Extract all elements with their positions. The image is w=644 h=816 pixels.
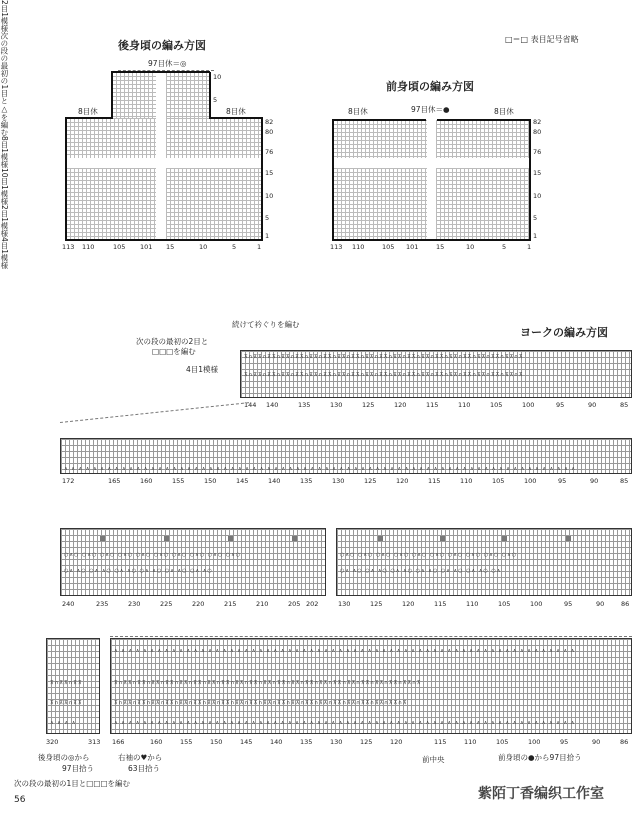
back-upper-left-grid	[66, 118, 156, 158]
yoke-row1-num: 100	[522, 401, 535, 409]
yoke-row2-num: 110	[460, 477, 473, 485]
yoke-band-4-symbols: ∧ ∧ ∧ ∧	[50, 720, 77, 726]
front-col-num: 15	[436, 243, 445, 251]
yoke-row3-num: 230	[128, 600, 141, 608]
yoke-band-4-symbols: ∧ ∧ ∧ ∧ ∧ ∧ ∧ ∧ ∧ ∧ ∧ ∧ ∧ ∧ ∧ ∧ ∧ ∧ ∧ ∧ ∧ ∧ ∧ ∧ ∧ ∧ ∧ ∧ ∧ ∧ ∧ ∧ ∧ ∧ ∧ ∧ ∧ ∧ ∧ ∧ ∧ ∧ ∧ ∧ ∧ ∧ ∧ ∧ ∧ ∧ ∧ ∧ ∧ ∧ ∧ ∧ ∧ ∧ ∧ ∧ ∧ ∧ ∧ ∧	[114, 648, 576, 654]
back-row-num: 5	[265, 214, 270, 222]
yoke-band-4-step-line	[110, 636, 632, 637]
back-row-num: 10	[265, 192, 274, 200]
back-row-num: 15	[265, 169, 274, 177]
yoke-row2-num: 90	[590, 477, 599, 485]
yoke-row2-num: 105	[492, 477, 505, 485]
front-row-num: 15	[533, 169, 542, 177]
yoke-repeat-4-1-bottom: 4目1模様	[0, 236, 9, 269]
yoke-row2-num: 100	[524, 477, 537, 485]
front-outline-left	[332, 119, 334, 241]
front-left-label: 8目休	[348, 107, 368, 116]
yoke-marker	[566, 536, 571, 541]
yoke-marker	[292, 536, 297, 541]
yoke-repeat-10-1: 10目1模様	[0, 167, 9, 205]
back-outline-shoulder-left	[66, 117, 112, 119]
yoke-row3-num: 120	[402, 600, 415, 608]
front-upper-right-grid	[436, 120, 530, 158]
back-col-num: 1	[257, 243, 262, 251]
yoke-row3-num: 86	[621, 600, 630, 608]
page-number: 56	[14, 795, 26, 805]
yoke-vert-note: 次の段の最初の1目と△を編む	[0, 32, 9, 136]
back-outline-neck-left	[111, 72, 113, 119]
yoke-row3-num: 95	[564, 600, 573, 608]
front-col-num: 110	[352, 243, 365, 251]
yoke-row4-num: 160	[150, 738, 163, 746]
back-outline-bottom	[65, 239, 263, 241]
back-row-num: 76	[265, 148, 274, 156]
sleeve-pickup-note: 右袖の♥から	[118, 753, 163, 762]
yoke-marker	[164, 536, 169, 541]
yoke-row2-num: 95	[558, 477, 567, 485]
yoke-row1-num: 105	[490, 401, 503, 409]
yoke-row4-num: 90	[592, 738, 601, 746]
yoke-row2-num: 135	[300, 477, 313, 485]
yoke-row4-num: 155	[180, 738, 193, 746]
yoke-row1-num: 85	[620, 401, 629, 409]
yoke-band-3-symbols: ○∧ ∧○ ○∧ ∧○ ○∧ ∧○ ○∧ ∧○ ○∧ ∧○ ○∧ ∧○ ○∧	[340, 568, 502, 574]
front-top-label: 97目休＝●	[411, 105, 450, 114]
back-lower-left-grid	[66, 168, 156, 240]
yoke-row4-num: 110	[464, 738, 477, 746]
yoke-row3-num: 205	[288, 600, 301, 608]
yoke-marker	[228, 536, 233, 541]
front-row-num: 76	[533, 148, 542, 156]
bottom-note: 次の段の最初の1目と□□□を編む	[14, 779, 131, 788]
yoke-row1-num: 110	[458, 401, 471, 409]
yoke-row4-num: 86	[620, 738, 629, 746]
back-outline-shoulder-right	[209, 117, 263, 119]
yoke-row3-num: 215	[224, 600, 237, 608]
yoke-row4-num: 145	[240, 738, 253, 746]
front-lower-left-grid	[333, 168, 427, 240]
back-neck-left-grid	[112, 72, 156, 118]
back-chart-title: 後身頃の編み方図	[118, 39, 206, 52]
yoke-row3-num: 202	[306, 600, 319, 608]
front-row-num: 5	[533, 214, 538, 222]
yoke-band-1-symbols: ⊼∩⊼⊼∩⊼⊼∩⊼⊼∩⊼⊼∩⊼⊼∩⊼⊼∩⊼⊼∩⊼⊼∩⊼⊼∩⊼⊼∩⊼⊼∩⊼⊼∩⊼⊼∩⊼⊼∩⊼⊼∩⊼⊼∩⊼⊼∩⊼⊼∩⊼⊼∩⊼	[244, 372, 524, 378]
yoke-row4-num: 166	[112, 738, 125, 746]
back-top-label: 97目休＝◎	[148, 59, 187, 68]
yoke-repeat-2-1: 2目1模様	[0, 0, 9, 33]
back-left-label: 8目休	[78, 107, 98, 116]
back-col-num: 101	[140, 243, 153, 251]
yoke-row3-num: 210	[256, 600, 269, 608]
front-chart-title: 前身頃の編み方図	[386, 80, 474, 93]
yoke-row4-num: 130	[330, 738, 343, 746]
yoke-band-3-symbols: ○∧○ ○∧○ ○∧○ ○∧○ ○∧○ ○∧○ ○∧○ ○∧○ ○∧○ ○∧○	[64, 552, 242, 558]
yoke-row4-num: 150	[210, 738, 223, 746]
yoke-row3-num: 90	[596, 600, 605, 608]
yoke-row1-num: 125	[362, 401, 375, 409]
yoke-row3-num: 100	[530, 600, 543, 608]
yoke-row1-num: 130	[330, 401, 343, 409]
front-right-label: 8目休	[494, 107, 514, 116]
yoke-row3-num: 235	[96, 600, 109, 608]
yoke-row2-num: 160	[140, 477, 153, 485]
yoke-row1-num: 140	[266, 401, 279, 409]
yoke-guide-line	[60, 402, 249, 423]
yoke-row1-num: 120	[394, 401, 407, 409]
front-row-num: 80	[533, 128, 542, 136]
yoke-note-first-two: 次の段の最初の2目と	[136, 337, 209, 346]
yoke-row4-num: 125	[360, 738, 373, 746]
back-outline-neck-top	[111, 71, 210, 73]
back-col-num: 10	[199, 243, 208, 251]
yoke-marker	[440, 536, 445, 541]
yoke-band-4-symbols: ⊼∩⊼⊼∩⊼⊼∩⊼⊼∩⊼⊼∩⊼⊼∩⊼⊼∩⊼⊼∩⊼⊼∩⊼⊼∩⊼⊼∩⊼⊼∩⊼⊼∩⊼⊼∩⊼⊼∩⊼⊼∩⊼⊼∩⊼⊼∩⊼⊼∩⊼⊼∩⊼⊼∩⊼⊼∩⊼	[114, 680, 422, 686]
front-center-note: 前中央	[422, 755, 445, 764]
yoke-row2-num: 125	[364, 477, 377, 485]
yoke-row4-num: 115	[434, 738, 447, 746]
back-pickup-note: 後身頃の◎から	[38, 753, 90, 762]
yoke-row2-num: 172	[62, 477, 75, 485]
back-outline-right	[261, 117, 263, 241]
yoke-marker	[502, 536, 507, 541]
yoke-repeat-8-1: 8目1模様	[0, 135, 9, 168]
yoke-row2-num: 145	[236, 477, 249, 485]
yoke-row2-num: 165	[108, 477, 121, 485]
yoke-row4-num: 95	[560, 738, 569, 746]
yoke-repeat-2-1-bottom: 2目1模様	[0, 204, 9, 237]
legend-note: □＝□ 表目記号省略	[505, 35, 579, 44]
back-row-num: 80	[265, 128, 274, 136]
front-col-num: 1	[527, 243, 532, 251]
front-row-num: 10	[533, 192, 542, 200]
yoke-band-3-symbols: ○∧○ ○∧○ ○∧○ ○∧○ ○∧○ ○∧○ ○∧○ ○∧○ ○∧○ ○∧○	[340, 552, 518, 558]
yoke-row4-num: 105	[496, 738, 509, 746]
yoke-row2-num: 150	[204, 477, 217, 485]
yoke-row3-num: 225	[160, 600, 173, 608]
sleeve-pickup-note-2: 63目拾う	[128, 764, 161, 773]
front-outline-top-right	[437, 119, 531, 121]
yoke-band-4-symbols: ⊼∩⊼⊼∩⊼⊼∩⊼⊼∩⊼⊼∩⊼⊼∩⊼⊼∩⊼⊼∩⊼⊼∩⊼⊼∩⊼⊼∩⊼⊼∩⊼⊼∩⊼⊼∩⊼⊼∩⊼⊼∩⊼⊼∩⊼⊼∩⊼⊼∩⊼⊼∩⊼⊼∩⊼	[114, 700, 408, 706]
back-row-num: 10	[213, 73, 222, 81]
yoke-band-4-symbols: ∧ ∧ ∧ ∧ ∧ ∧ ∧ ∧ ∧ ∧ ∧ ∧ ∧ ∧ ∧ ∧ ∧ ∧ ∧ ∧ ∧ ∧ ∧ ∧ ∧ ∧ ∧ ∧ ∧ ∧ ∧ ∧ ∧ ∧ ∧ ∧ ∧ ∧ ∧ ∧ ∧ ∧ ∧ ∧ ∧ ∧ ∧ ∧ ∧ ∧ ∧ ∧ ∧ ∧ ∧ ∧ ∧ ∧ ∧ ∧ ∧ ∧ ∧ ∧	[114, 720, 576, 726]
yoke-row4-num: 100	[528, 738, 541, 746]
yoke-title: ヨークの編み方図	[520, 326, 608, 339]
yoke-row2-num: 115	[428, 477, 441, 485]
front-row-num: 82	[533, 118, 542, 126]
yoke-row1-num: 115	[426, 401, 439, 409]
yoke-band-3-symbols: ○∧ ∧○ ○∧ ∧○ ○∧ ∧○ ○∧ ∧○ ○∧ ∧○ ○∧ ∧○	[64, 568, 213, 574]
front-col-num: 113	[330, 243, 343, 251]
yoke-row3-num: 115	[434, 600, 447, 608]
front-upper-left-grid	[333, 120, 427, 158]
yoke-row4-num: 320	[46, 738, 59, 746]
back-lower-right-grid	[166, 168, 262, 240]
yoke-row4-num: 120	[390, 738, 403, 746]
back-outline-left	[65, 117, 67, 241]
yoke-row2-num: 130	[332, 477, 345, 485]
front-col-num: 105	[382, 243, 395, 251]
front-lower-right-grid	[436, 168, 530, 240]
back-col-num: 113	[62, 243, 75, 251]
back-upper-right-grid	[166, 118, 262, 158]
yoke-row2-num: 85	[620, 477, 629, 485]
front-row-num: 1	[533, 232, 538, 240]
yoke-row2-num: 120	[396, 477, 409, 485]
yoke-row3-num: 125	[370, 600, 383, 608]
yoke-row3-num: 130	[338, 600, 351, 608]
yoke-row1-num: 135	[298, 401, 311, 409]
front-col-num: 5	[502, 243, 507, 251]
yoke-band-1-symbols: ⊼∩⊼⊼∩⊼⊼∩⊼⊼∩⊼⊼∩⊼⊼∩⊼⊼∩⊼⊼∩⊼⊼∩⊼⊼∩⊼⊼∩⊼⊼∩⊼⊼∩⊼⊼∩⊼⊼∩⊼⊼∩⊼⊼∩⊼⊼∩⊼⊼∩⊼⊼∩⊼	[244, 354, 524, 360]
front-outline-bottom	[332, 239, 531, 241]
yoke-row3-num: 110	[466, 600, 479, 608]
back-col-num: 105	[113, 243, 126, 251]
yoke-row3-num: 240	[62, 600, 75, 608]
yoke-marker	[100, 536, 105, 541]
front-pickup-note: 前身頃の●から97目拾う	[498, 753, 582, 762]
back-outline-neck-right	[209, 72, 211, 119]
back-row-num: 5	[213, 96, 218, 104]
front-col-num: 10	[466, 243, 475, 251]
back-neck-right-grid	[166, 72, 210, 118]
back-row-num: 82	[265, 118, 274, 126]
front-outline-right	[529, 119, 531, 241]
yoke-row4-num: 140	[270, 738, 283, 746]
yoke-row1-num: 90	[588, 401, 597, 409]
yoke-note-top: 続けて衿ぐりを編む	[232, 320, 300, 329]
back-col-num: 15	[166, 243, 175, 251]
watermark: 紫陌丁香编织工作室	[478, 786, 604, 802]
yoke-band-2-symbols: ∧ ∧ ∧ ∧ ∧ ∧ ∧ ∧ ∧ ∧ ∧ ∧ ∧ ∧ ∧ ∧ ∧ ∧ ∧ ∧ ∧ ∧ ∧ ∧ ∧ ∧ ∧ ∧ ∧ ∧ ∧ ∧ ∧ ∧ ∧ ∧ ∧ ∧ ∧ ∧ ∧ ∧ ∧ ∧ ∧ ∧ ∧ ∧ ∧ ∧ ∧ ∧ ∧ ∧ ∧ ∧ ∧ ∧ ∧ ∧ ∧ ∧ ∧ ∧ ∧ ∧ ∧ ∧ ∧ ∧ ∧	[64, 466, 577, 472]
yoke-band-4-symbols: ⊼∩⊼⊼∩⊼⊼	[50, 680, 83, 686]
back-right-label: 8目休	[226, 107, 246, 116]
yoke-row4-num: 313	[88, 738, 101, 746]
yoke-row2-num: 155	[172, 477, 185, 485]
yoke-row4-num: 135	[300, 738, 313, 746]
back-col-num: 5	[232, 243, 237, 251]
yoke-row1-num: 144	[244, 401, 257, 409]
back-row-num: 1	[265, 232, 270, 240]
front-outline-top-left	[332, 119, 426, 121]
yoke-marker	[378, 536, 383, 541]
back-pickup-note-2: 97目拾う	[62, 764, 95, 773]
yoke-note-first-two-2: □□□を編む	[152, 347, 196, 356]
yoke-row3-num: 105	[498, 600, 511, 608]
front-col-num: 101	[406, 243, 419, 251]
yoke-repeat-4-1-top: 4目1模様	[186, 365, 219, 374]
yoke-row2-num: 140	[268, 477, 281, 485]
yoke-row1-num: 95	[556, 401, 565, 409]
yoke-band-4-symbols: ⊼∩⊼⊼∩⊼⊼	[50, 700, 83, 706]
yoke-row3-num: 220	[192, 600, 205, 608]
back-col-num: 110	[82, 243, 95, 251]
